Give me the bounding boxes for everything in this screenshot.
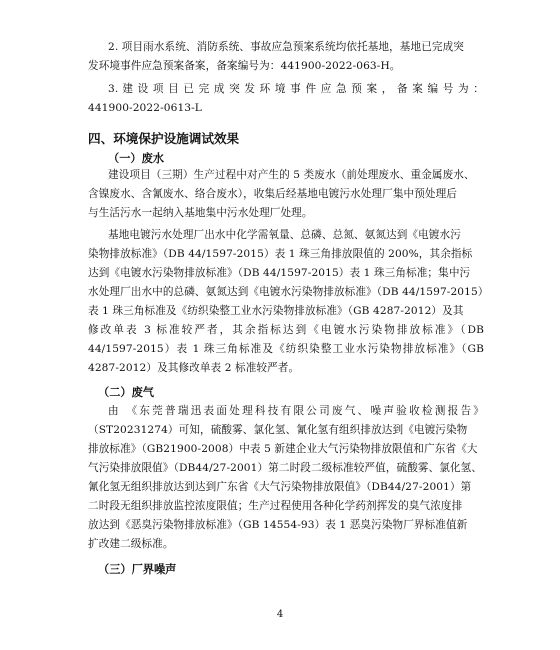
exhaust-line-6: 二时段无组织排放监控浓度限值；生产过程使用各种化学药剂挥发的臭气浓度排 [88, 500, 463, 512]
wastewater-p2-line-4: 水处理厂出水中的总磷、氨氮达到《电镀水污染物排放标准》（DB 44/1597-2015） [88, 286, 489, 298]
item3-line-1: 3. 建 设 项 目 已 完 成 突 发 环 境 事 件 应 急 预 案 ， 备 案 编 号 为 ： [108, 83, 484, 95]
wastewater-p2-line-3: 达到《电镀水污染物排放标准》（DB 44/1597-2015）表 1 珠三角标准；集中污 [88, 267, 471, 279]
exhaust-line-8: 扩改建二级标准。 [88, 538, 174, 550]
exhaust-line-5: 氰化氢无组织排放达到达到广东省《大气污染物排放限值》（DB44/27-2001）第 [88, 481, 472, 493]
wastewater-p2-line-6: 修改单表 3 标准较严者，其余指标达到《电镀水污染物排放标准》（DB [88, 324, 484, 336]
wastewater-p2-line-1: 基地电镀污水处理厂出水中化学需氧量、总磷、总氮、氨氮达到《电镀水污 [108, 229, 461, 241]
wastewater-p2-line-7: 44/1597-2015）表 1 珠三角标准及《纺织染整工业水污染物排放标准》（GB [88, 343, 484, 355]
wastewater-p1-line-2: 含镍废水、含氰废水、络合废水），收集后经基地电镀污水处理厂集中预处理后 [88, 188, 457, 200]
wastewater-p2-line-8: 4287-2012）及其修改单表 2 标准较严者。 [88, 362, 300, 374]
wastewater-p2-line-2: 染物排放标准》（DB 44/1597-2015）表 1 珠三角排放限值的 200%，其余指标 [88, 248, 473, 260]
exhaust-line-2: （ST20231274）可知，硫酸雾、氯化氢、氰化氢有组织排放达到《电镀污染物 [88, 424, 468, 436]
wastewater-p1-line-3: 与生活污水一起纳入基地集中污水处理厂处理。 [88, 207, 313, 219]
exhaust-line-3: 排放标准》（GB21900-2008）中表 5 新建企业大气污染物排放限值和广东省《大 [88, 443, 478, 455]
wastewater-p1-line-1: 建设项目（三期）生产过程中对产生的 5 类废水（前处理废水、重金属废水、 [108, 169, 475, 181]
exhaust-line-4: 气污染排放限值》（DB44/27-2001）第二时段二级标准较严值，硫酸雾、氯化氢、 [88, 462, 483, 474]
wastewater-p2-line-5: 表 1 珠三角标准及《纺织染整工业水污染物排放标准》（GB 4287-2012）及其 [88, 305, 464, 317]
section-title: 四、环境保护设施调试效果 [88, 131, 240, 146]
item3-line-2: 441900-2022-0613-L [88, 102, 202, 114]
item2-line-2: 发环境事件应急预案备案，备案编号为：441900-2022-063-H。 [88, 60, 401, 72]
item2-line-1: 2. 项目雨水系统、消防系统、事故应急预案系统均依托基地，基地已完成突 [108, 41, 464, 53]
exhaust-line-7: 放达到《恶臭污染物排放标准》（GB 14554-93）表 1 恶臭污染物厂界标准值新 [88, 519, 468, 531]
exhaust-line-1: 由 《东莞普瑞迅表面处理科技有限公司废气、噪声验收检测报告》 [108, 405, 484, 417]
noise-heading: （三）厂界噪声 [98, 563, 177, 576]
page-number: 4 [276, 609, 284, 620]
exhaust-heading: （二）废气 [98, 386, 154, 399]
wastewater-heading: （一）废水 [108, 152, 164, 165]
